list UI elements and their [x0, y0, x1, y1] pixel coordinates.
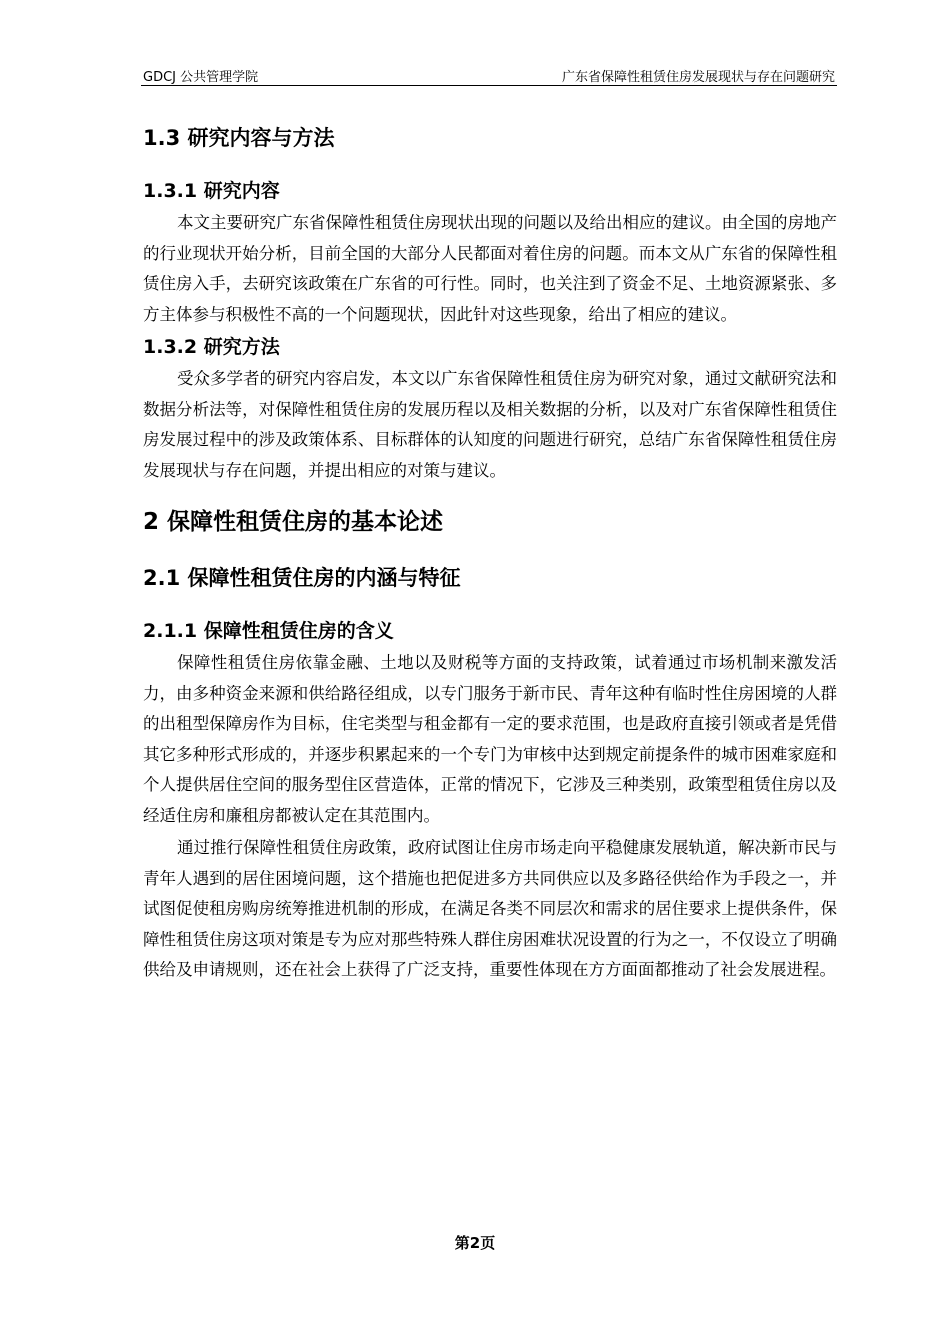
heading-1-3-2: 1.3.2 研究方法 — [143, 336, 280, 358]
paragraph-2-1-1-a: 保障性租赁住房依靠金融、土地以及财税等方面的支持政策，试着通过市场机制来激发活力，由多种资金来源和供给路径组成，以专门服务于新市民、青年这种有临时性住房困境的人群的出租型保障房作为目标，住宅类型与租金都有一定的要求范围，也是政府直接引领或者是凭借其它多种形式形成的，并逐步积累起来的一个专门为审核中达到规定前提条件的城市困难家庭和个人提供居住空间的服务型住区营造体，正常的情况下，它涉及三种类别，政策型租赁住房以及经适住房和廉租房都被认定在其范围内。 — [143, 653, 837, 825]
header-right: 广东省保障性租赁住房发展现状与存在问题研究 — [561, 70, 835, 85]
heading-1-3-1: 1.3.1 研究内容 — [143, 180, 280, 202]
paragraph-1-3-2: 受众多学者的研究内容启发，本文以广东省保障性租赁住房为研究对象，通过文献研究法和数据分析法等，对保障性租赁住房的发展历程以及相关数据的分析，以及对广东省保障性租赁住房发展过程中的涉及政策体系、目标群体的认知度的问题进行研究，总结广东省保障性租赁住房发展现状与存在问题，并提出相应的对策与建议。 — [143, 369, 837, 480]
header-rule — [141, 85, 837, 86]
paragraph-1-3-1: 本文主要研究广东省保障性租赁住房现状出现的问题以及给出相应的建议。由全国的房地产的行业现状开始分析，目前全国的大部分人民都面对着住房的问题。而本文从广东省的保障性租赁住房入手，去研究该政策在广东省的可行性。同时，也关注到了资金不足、土地资源紧张、多方主体参与积极性不高的一个问题现状，因此针对这些现象，给出了相应的建议。 — [143, 213, 837, 324]
header-left: GDCJ 公共管理学院 — [143, 70, 259, 85]
paragraph-2-1-1-b: 通过推行保障性租赁住房政策，政府试图让住房市场走向平稳健康发展轨道，解决新市民与青年人遇到的居住困境问题，这个措施也把促进多方共同供应以及多路径供给作为手段之一，并试图促使租房购房统筹推进机制的形成，在满足各类不同层次和需求的居住要求上提供条件，保障性租赁住房这项对策是专为应对那些特殊人群住房困难状况设置的行为之一，不仅设立了明确供给及申请规则，还在社会上获得了广泛支持，重要性体现在方方面面都推动了社会发展进程。 — [143, 838, 837, 979]
heading-2-1: 2.1 保障性租赁住房的内涵与特征 — [143, 566, 461, 590]
page-body — [143, 118, 837, 986]
page-number: 第2页 — [454, 1234, 496, 1252]
heading-2: 2 保障性租赁住房的基本论述 — [143, 509, 444, 535]
heading-2-1-1: 2.1.1 保障性租赁住房的含义 — [143, 620, 394, 642]
heading-1-3: 1.3 研究内容与方法 — [143, 126, 335, 150]
